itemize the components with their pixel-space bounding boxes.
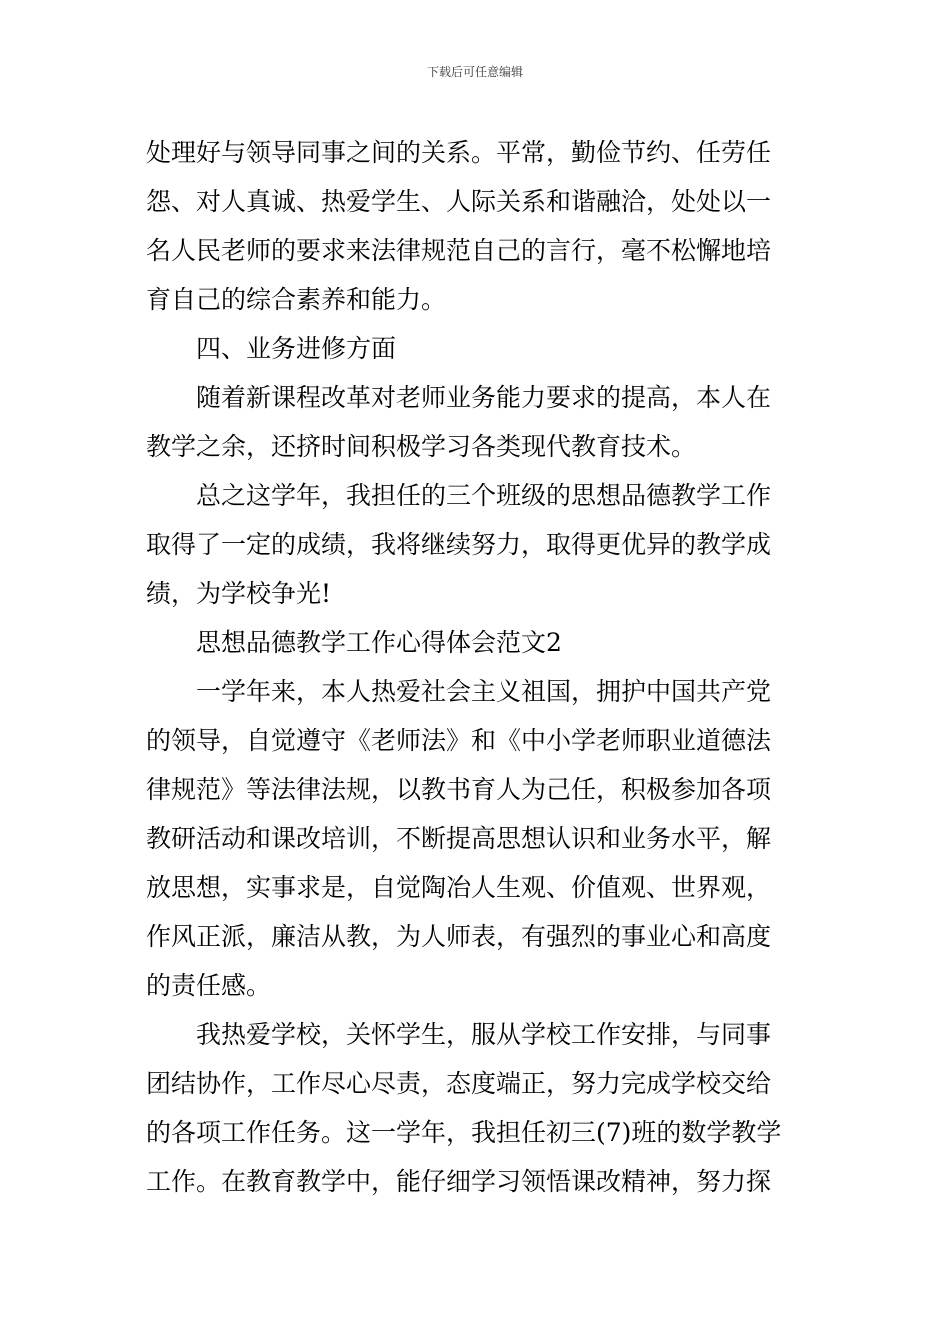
paragraph — [146, 1010, 811, 1206]
text-line: 随着新课程改革对老师业务能力要求的提高，本人在 — [196, 383, 772, 412]
text-line: 绩，为学校争光! — [146, 579, 332, 608]
page-header: 下载后可任意编辑 — [426, 65, 523, 79]
text-line: 总之这学年，我担任的三个班级的思想品德教学工作 — [196, 481, 772, 510]
text-line: 作风正派，廉洁从教，为人师表，有强烈的事业心和高度 — [146, 922, 772, 951]
text-line: 教研活动和课改培训，不断提高思想认识和业务水平，解 — [146, 824, 772, 853]
text-line: 我热爱学校，关怀学生，服从学校工作安排，与同事 — [196, 1020, 772, 1049]
text-line: 怨、对人真诚、热爱学生、人际关系和谐融洽，处处以一 — [146, 187, 772, 216]
text-line: 工作。在教育教学中，能仔细学习领悟课改精神，努力探 — [146, 1167, 772, 1196]
text-line: 的领导，自觉遵守《老师法》和《中小学老师职业道德法 — [146, 726, 772, 755]
paragraph — [146, 128, 811, 324]
text-line: 处理好与领导同事之间的关系。平常，勤俭节约、任劳任 — [146, 138, 772, 167]
section-title — [146, 618, 811, 667]
text-line: 的各项工作任务。这一学年，我担任初三(7)班的数学教学 — [146, 1118, 782, 1147]
document-body — [146, 128, 811, 1206]
text-line: 的责任感。 — [146, 971, 272, 1000]
paragraph — [146, 471, 811, 618]
text-line: 思想品德教学工作心得体会范文2 — [196, 628, 562, 657]
text-line: 名人民老师的要求来法律规范自己的言行，毫不松懈地培 — [146, 236, 772, 265]
text-line: 一学年来，本人热爱社会主义祖国，拥护中国共产党 — [196, 677, 772, 706]
text-line: 团结协作，工作尽心尽责，态度端正，努力完成学校交给 — [146, 1069, 772, 1098]
paragraph — [146, 667, 811, 1010]
text-line: 育自己的综合素养和能力。 — [146, 285, 447, 314]
section-heading — [146, 324, 811, 373]
text-line: 放思想，实事求是，自觉陶冶人生观、价值观、世界观， — [146, 873, 772, 902]
text-line: 取得了一定的成绩，我将继续努力，取得更优异的教学成 — [146, 530, 772, 559]
paragraph — [146, 373, 811, 471]
text-line: 教学之余，还挤时间积极学习各类现代教育技术。 — [146, 432, 697, 461]
text-line: 四、业务进修方面 — [196, 334, 397, 363]
text-line: 律规范》等法律法规，以教书育人为己任，积极参加各项 — [146, 775, 772, 804]
